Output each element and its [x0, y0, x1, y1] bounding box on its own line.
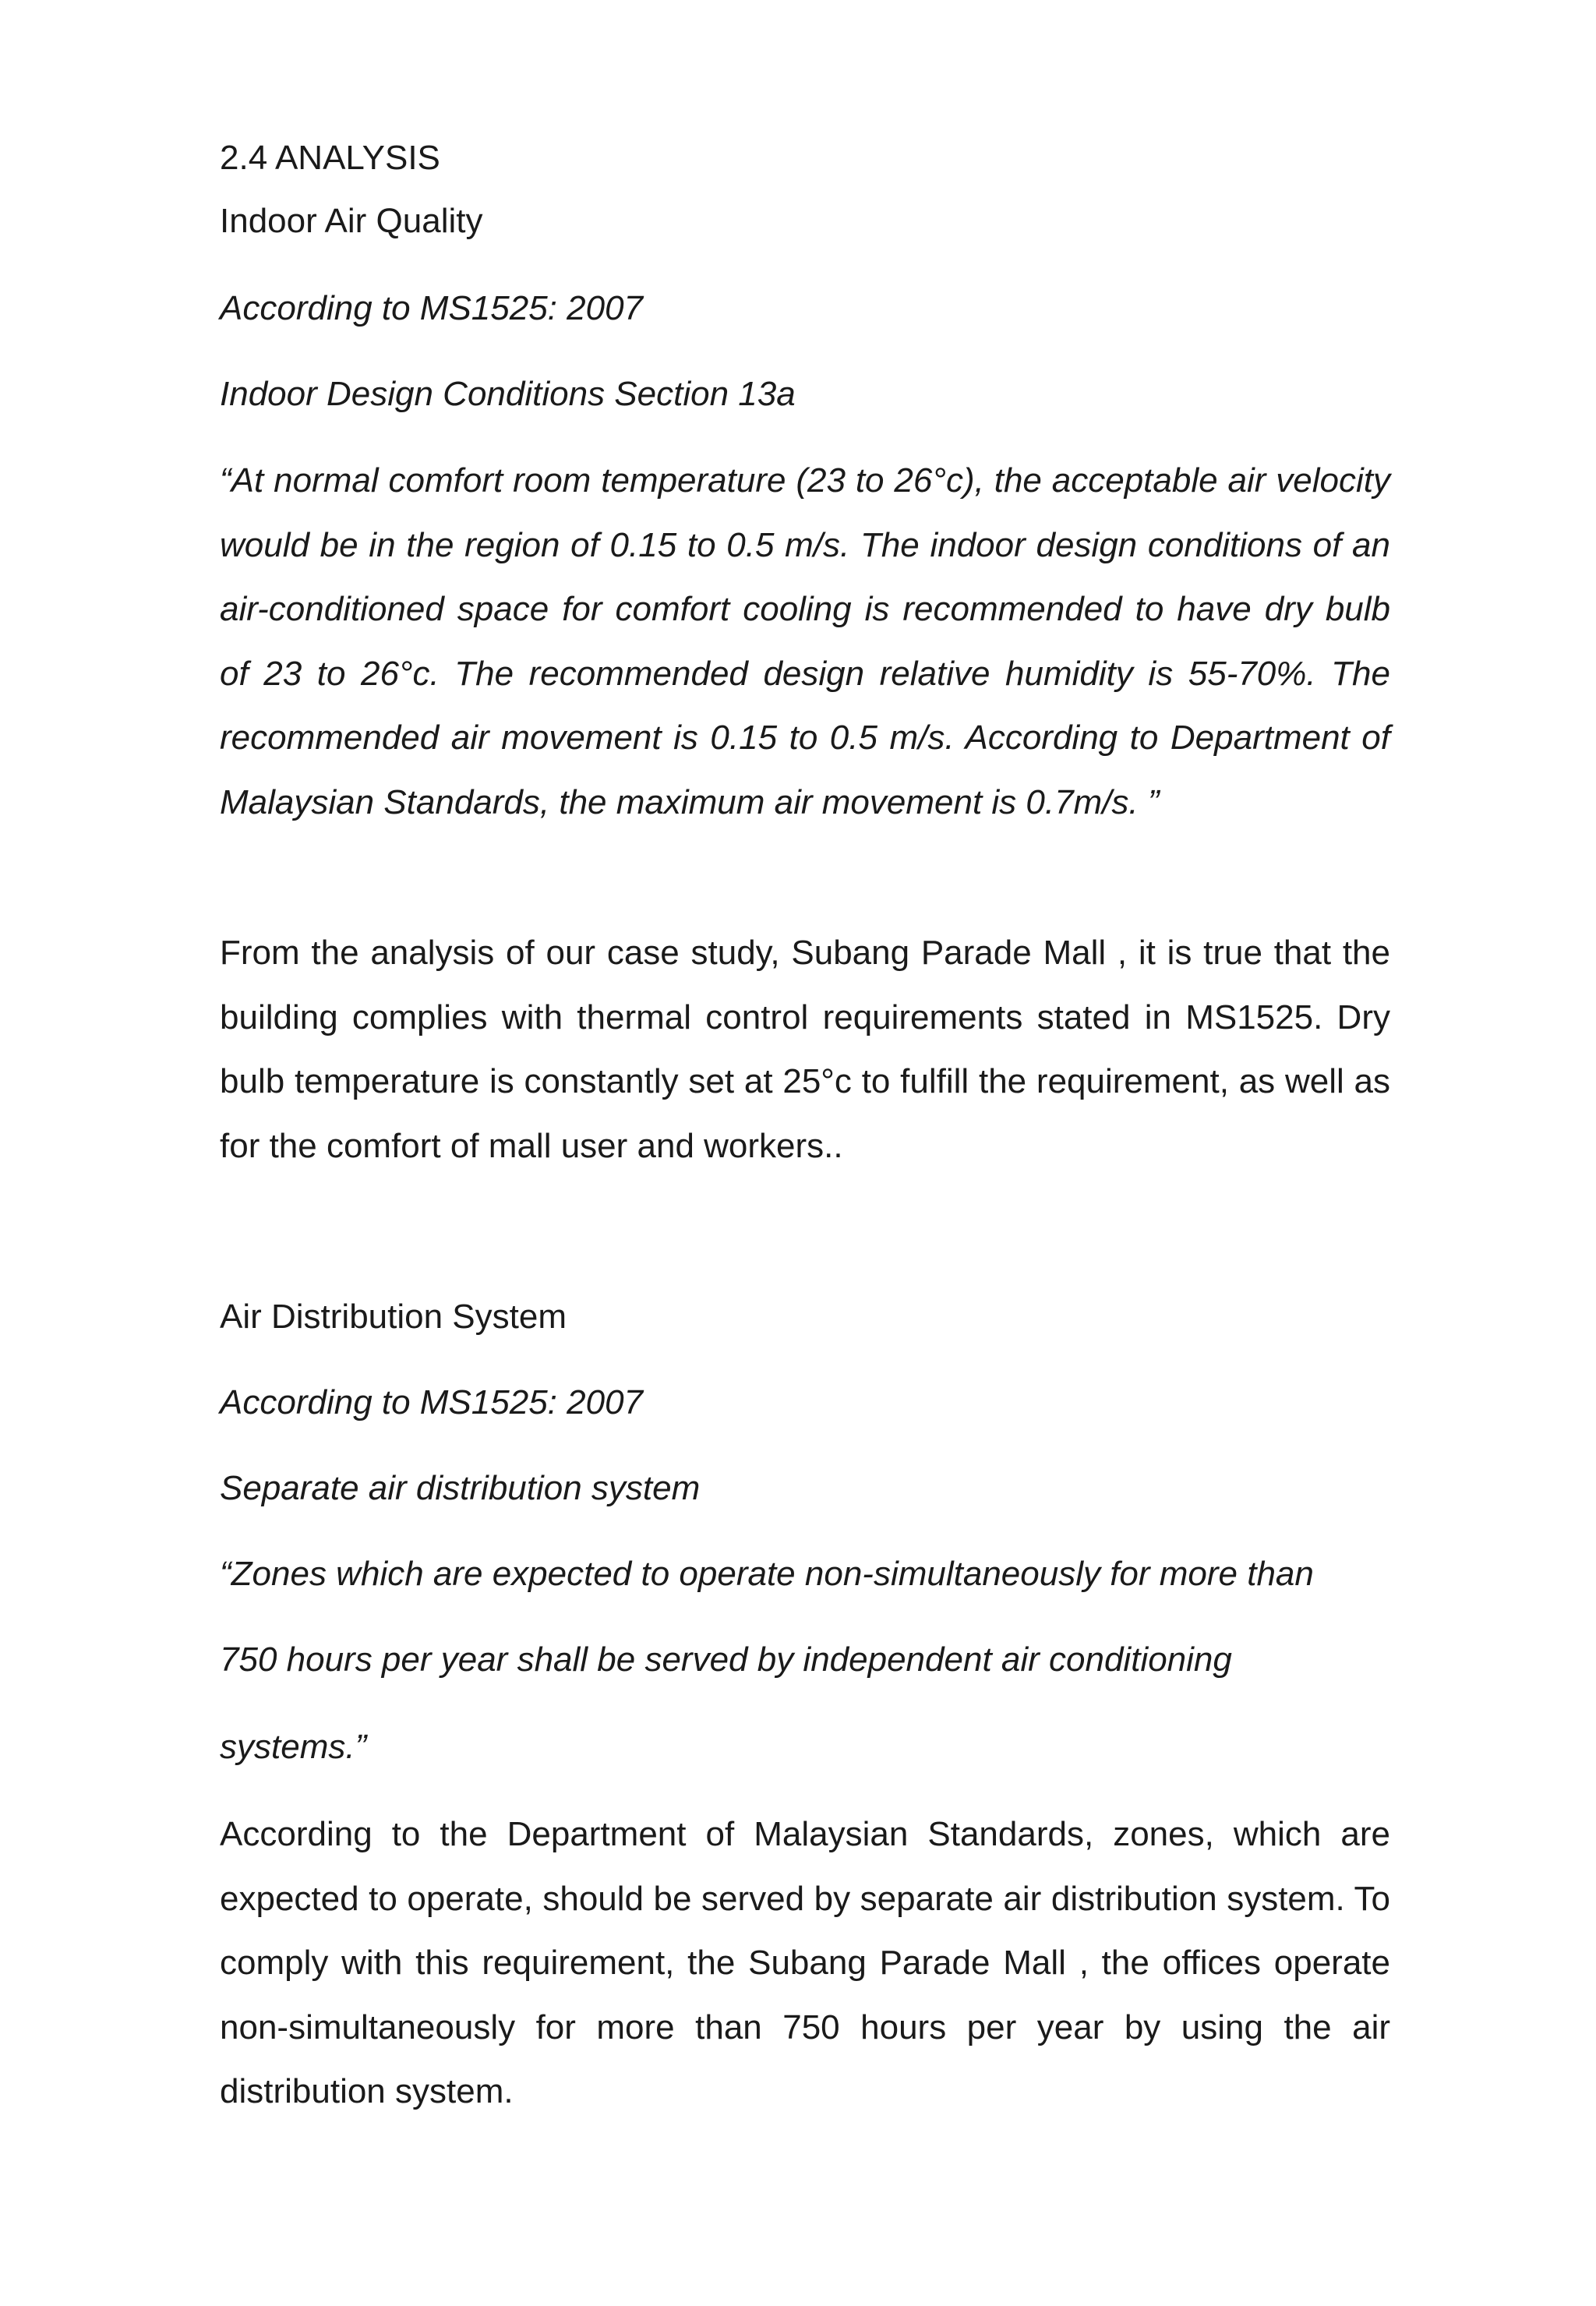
iaq-standard-ref: According to MS1525: 2007: [220, 289, 644, 327]
ads-quote-line-1: “Zones which are expected to operate non-simultaneously for more than: [220, 1555, 1314, 1593]
ads-analysis: According to the Department of Malaysian Standards, zones, which are expected to operate, should be served by separate air distribution system. To comply with this requirement, the Subang Parade Mall , the offices operate non-simultaneously for more than 750 hours per year by using the air distribution system.: [220, 1815, 1390, 2110]
iaq-section-ref: Indoor Design Conditions Section 13a: [220, 375, 796, 413]
ads-title: Air Distribution System: [220, 1298, 567, 1336]
iaq-quote: “At normal comfort room temperature (23 to 26°c), the acceptable air velocity would be in the region of 0.15 to 0.5 m/s. The indoor design conditions of an air-conditioned space for comfort cooling is recommended to have dry bulb of 23 to 26°c. The recommended design relative humidity is 55-70%. The recommended air movement is 0.15 to 0.5 m/s. According to Department of Malaysian Standards, the maximum air movement is 0.7m/s. ”: [220, 461, 1390, 821]
ads-quote-line-3: systems.”: [220, 1728, 367, 1766]
ads-standard-ref: According to MS1525: 2007: [220, 1383, 644, 1421]
ads-section-ref: Separate air distribution system: [220, 1469, 701, 1507]
ads-quote-line-2: 750 hours per year shall be served by independent air conditioning: [220, 1640, 1232, 1679]
iaq-analysis: From the analysis of our case study, Subang Parade Mall , it is true that the building complies with thermal control requirements stated in MS1525. Dry bulb temperature is constantly set at 25°c to fulfill the requirement, as well as for the comfort of mall user and workers..: [220, 934, 1390, 1165]
iaq-title: Indoor Air Quality: [220, 202, 483, 240]
section-heading: 2.4 ANALYSIS: [220, 139, 440, 177]
